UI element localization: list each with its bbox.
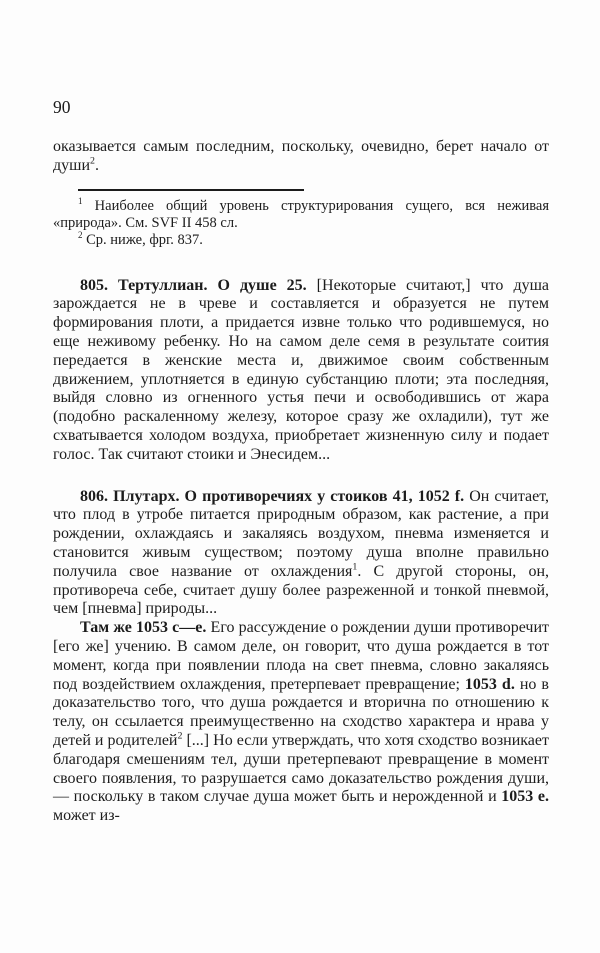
paragraph-continuation: оказывается самым последним, поскольку, очевидно, берет начало от души$^2$. bbox=[53, 138, 549, 174]
footnote-separator bbox=[78, 189, 304, 191]
footnote-2: $^2$ Ср. ниже, фрг. 837. bbox=[78, 229, 203, 248]
fragment-806-plutarch: 806. Плутарх. О противоречиях у стоиков 41, 1052 f. Он считает, что плод в утробе питается природным образом, как растение, а при рождении, охлаждаясь и закаляясь воздухом, пневма изменяется и становится живым существом; поэтому душа вполне правильно получила свое название от охлаждения$^1$. С другой стороны, он, противореча себе, считает душу более разреженной и тонкой пневмой, чем [пневма] природы... bbox=[53, 487, 549, 618]
page-number: 90 bbox=[53, 97, 71, 117]
footnote-1: $^1$ Наиболее общий уровень структурирования сущего, вся неживая «природа». См. SVF II 458 сл. bbox=[53, 195, 549, 231]
fragment-1053ce-plutarch: Там же 1053 c—e. Его рассуждение о рождении души противоречит [его же] учению. В самом деле, он говорит, что душа рождается в тот момент, когда при появлении плода на свет пневма, словно закаляясь под воздействием охлаждения, претерпевает превращение; 1053 d. но в доказательство того, что душа рождается и вторична по отношению к телу, он ссылается преимущественно на сходство характера и нрава у детей и родителей$^2$ [...] Но если утверждать, что хотя сходство возникает благодаря смешениям тел, души претерпевают превращение в момент своего появления, то разрушается само доказательство рождения души, — поскольку в таком случае душа может быть и нерожденной и 1053 e. может из- bbox=[53, 619, 549, 825]
fragment-805-tertullian: 805. Тертуллиан. О душе 25. [Некоторые считают,] что душа зарождается не в чреве и составляется и образуется не путем формирования плоти, а придается извне только что родившемуся, но еще неживому ребенку. Но на самом деле семя в результате соития передается в женские места и, движимое своим собственным движением, уплотняется в единую субстанцию плоти; эта последняя, выйдя словно из огненного устья печи и освободившись от жара (подобно раскаленному железу, которое сразу же охладили), тут же схватывается холодом воздуха, приобретает жизненную силу и подает голос. Так считают стоики и Энесидем... bbox=[53, 276, 549, 463]
